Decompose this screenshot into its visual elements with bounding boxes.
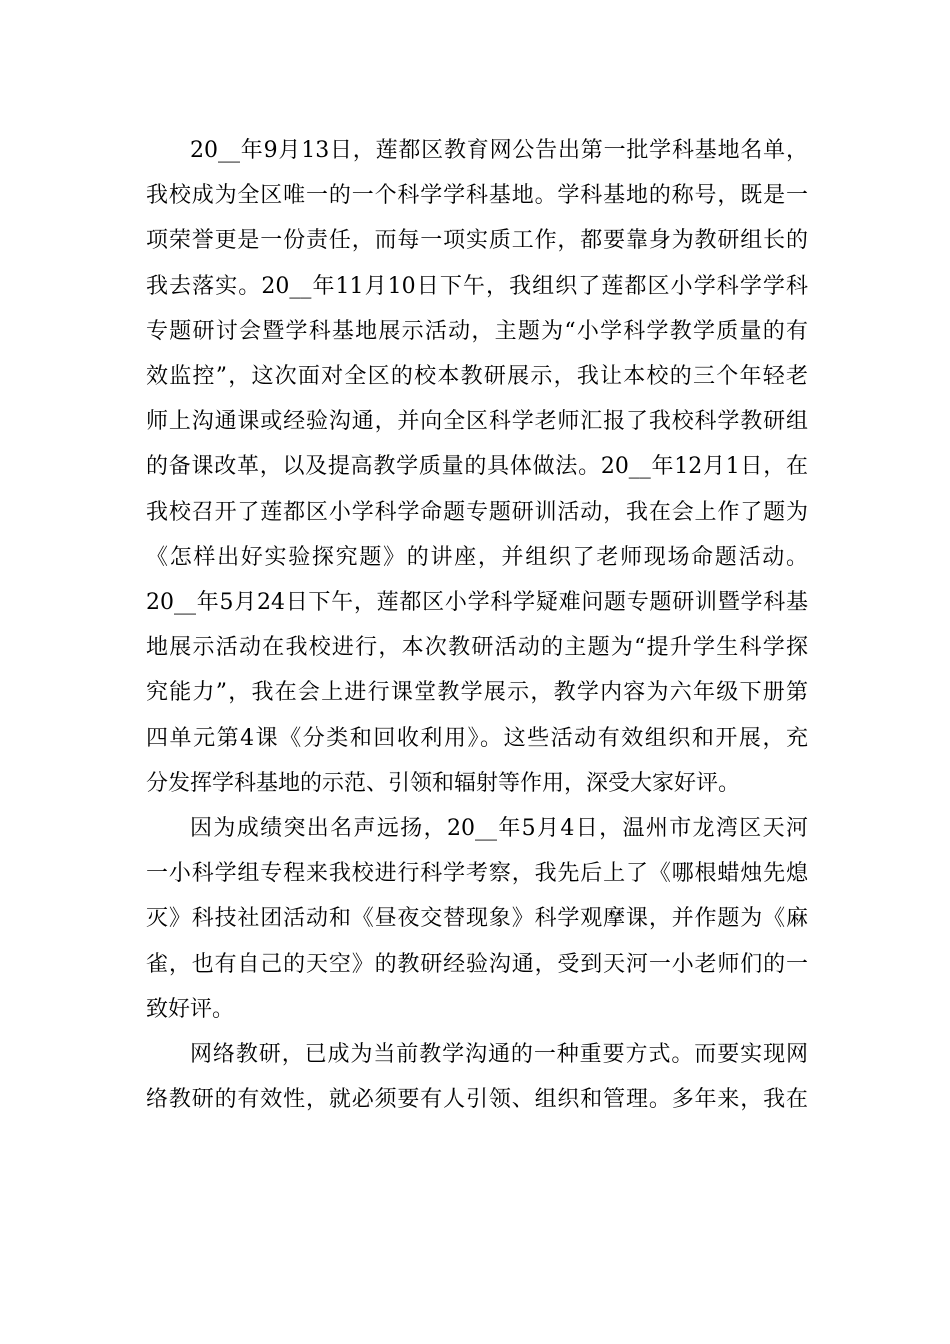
- text-line: 20__年9月13日，莲都区教育网公告出第一批学科基地名单，: [190, 138, 808, 163]
- text-line: 我去落实。20__年11月10日下午，我组织了莲都区小学科学学科: [146, 273, 808, 299]
- paragraph-2: [146, 806, 808, 1032]
- text-line: 我校召开了莲都区小学科学命题专题研训活动，我在会上作了题为: [146, 499, 808, 525]
- text-line: 一小科学组专程来我校进行科学考察，我先后上了《哪根蜡烛先熄: [146, 861, 808, 887]
- document-body: [146, 128, 808, 1122]
- text-line: 络教研的有效性，就必须要有人引领、组织和管理。多年来，我在: [146, 1087, 808, 1113]
- paragraph-3: [146, 1032, 808, 1122]
- text-line: 分发挥学科基地的示范、引领和辐射等作用，深受大家好评。: [146, 770, 741, 796]
- text-line: 致好评。: [146, 996, 235, 1022]
- text-line: 的备课改革，以及提高教学质量的具体做法。20__年12月1日，在: [146, 454, 808, 480]
- text-line: 师上沟通课或经验沟通，并向全区科学老师汇报了我校科学教研组: [146, 409, 808, 435]
- text-line: 四单元第4课《分类和回收利用》。这些活动有效组织和开展，充: [146, 725, 808, 751]
- text-line: 《怎样出好实验探究题》的讲座，并组织了老师现场命题活动。: [146, 544, 808, 570]
- text-line: 项荣誉更是一份责任，而每一项实质工作，都要靠身为教研组长的: [146, 228, 808, 254]
- text-line: 地展示活动在我校进行，本次教研活动的主题为“提升学生科学探: [146, 635, 808, 661]
- text-line: 效监控”，这次面对全区的校本教研展示，我让本校的三个年轻老: [146, 364, 808, 390]
- text-line: 专题研讨会暨学科基地展示活动，主题为“小学科学教学质量的有: [146, 318, 808, 344]
- text-line: 灭》科技社团活动和《昼夜交替现象》科学观摩课，并作题为《麻: [146, 906, 808, 932]
- text-line: 网络教研，已成为当前教学沟通的一种重要方式。而要实现网: [190, 1042, 808, 1068]
- text-line: 雀，也有自己的天空》的教研经验沟通，受到天河一小老师们的一: [146, 951, 808, 977]
- text-line: 因为成绩突出名声远扬，20__年5月4日，温州市龙湾区天河: [190, 816, 808, 842]
- text-line: 我校成为全区唯一的一个科学学科基地。学科基地的称号，既是一: [146, 183, 808, 209]
- paragraph-1: [146, 128, 808, 806]
- text-line: 究能力”，我在会上进行课堂教学展示，教学内容为六年级下册第: [146, 680, 808, 706]
- text-line: 20__年5月24日下午，莲都区小学科学疑难问题专题研训暨学科基: [146, 590, 808, 616]
